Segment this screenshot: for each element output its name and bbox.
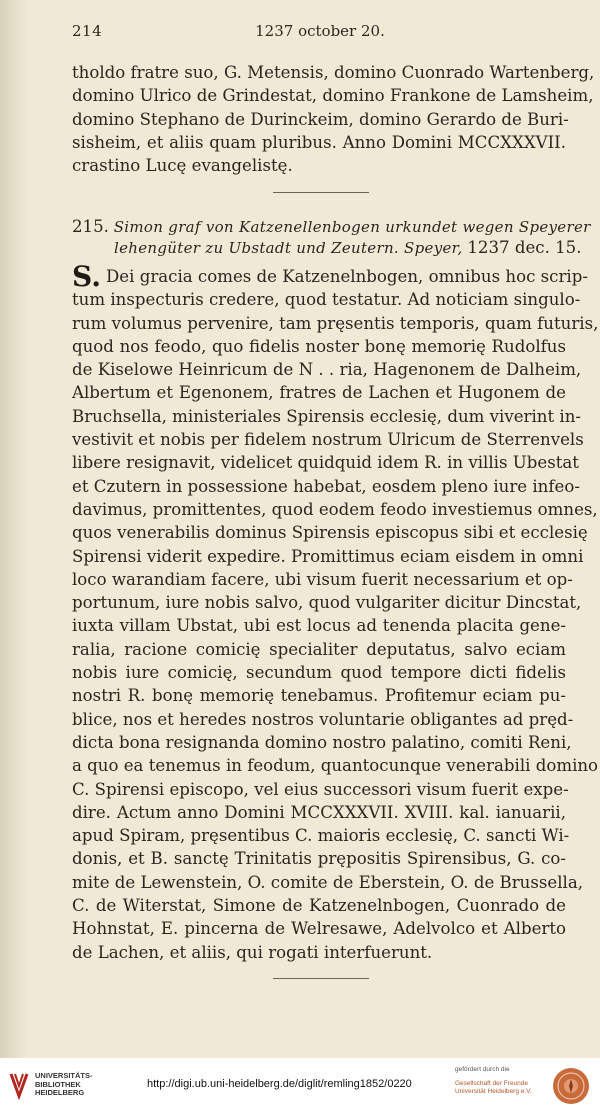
funder-line: Universität Heidelberg e.V.	[455, 1088, 532, 1095]
page-header	[72, 22, 568, 44]
previous-document-ending	[72, 61, 595, 177]
text-line: ralia, racione comicię specialiter deputatus, salvo eciam	[72, 639, 566, 659]
document-body	[72, 260, 599, 964]
text-line: Dei gracia comes de Katzenelnbogen, omnibus hoc scrip-	[106, 267, 588, 286]
heading-line-1: Simon graf von Katzenellenbogen urkundet wegen Speyerer	[113, 218, 591, 236]
text-line: Hohnstat, E. pincerna de Welresawe, Adelvolco et Alberto	[72, 919, 566, 939]
text-line: Bruchsella, ministeriales Spirensis ecclesię, dum viverint in-	[72, 406, 582, 426]
text-line: apud Spiram, pręsentibus C. maioris ecclesię, C. sancti Wi-	[72, 826, 570, 846]
logo-line: UNIVERSITÄTS-	[35, 1071, 93, 1080]
logo-line: HEIDELBERG	[35, 1088, 85, 1097]
text-line: portunum, iure nobis salvo, quod vulgariter dicitur Dincstat,	[72, 593, 582, 613]
text-line: et Czutern in possessione habebat, eosdem pleno iure infeo-	[72, 476, 580, 496]
text-line: tholdo fratre suo, G. Metensis, domino Cuonrado Wartenberg,	[72, 63, 595, 82]
document-date: 1237 dec. 15.	[467, 238, 582, 257]
text-line: quos venerabilis dominus Spirensis episcopus sibi et ecclesię	[72, 523, 588, 543]
text-line: C. Spirensi episcopo, vel eius successori visum fuerit expe-	[72, 779, 569, 799]
text-line: nostri R. bonę memorię tenebamus. Profitemur eciam pu-	[72, 686, 566, 706]
text-line: mite de Lewenstein, O. comite de Eberstein, O. de Brussella,	[72, 872, 583, 892]
text-line: C. de Witerstat, Simone de Katzenelnbogen, Cuonrado de	[72, 896, 566, 916]
text-line: Albertum et Egenonem, fratres de Lachen et Hugonem de	[72, 383, 566, 403]
text-line: a quo ea tenemus in feodum, quantocunque venerabili domino	[72, 756, 599, 776]
text-line: rum volumus pervenire, tam pręsentis temporis, quam futuris,	[72, 313, 599, 333]
document-heading	[72, 217, 591, 259]
library-logo-text	[35, 1072, 93, 1098]
text-line: de Kiselowe Heinricum de N . . ria, Hagenonem de Dalheim,	[72, 360, 582, 380]
text-line: blice, nos et heredes nostros voluntarie obligantes ad pręd-	[72, 709, 574, 729]
text-line: de Lachen, et aliis, qui rogati interfuerunt.	[72, 942, 433, 962]
footer-bar	[0, 1058, 600, 1111]
text-line: crastino Lucę evangelistę.	[72, 156, 293, 176]
permalink-url[interactable]: http://digi.ub.uni-heidelberg.de/diglit/remling1852/0220	[147, 1078, 412, 1090]
text-line: donis, et B. sanctę Trinitatis pręposi​tis Spirensibus, G. co-	[72, 849, 566, 869]
text-line: vestivit et nobis per fidelem nostrum Ulricum de Sterrenvels	[72, 430, 584, 450]
text-line: tum inspecturis credere, quod testatur. Ad noticiam singulo-	[72, 290, 581, 310]
running-title: 1237 october 20.	[255, 22, 385, 40]
text-line: dire. Actum anno Domini MCCXXXVII. XVIII. kal. ianuarii,	[72, 802, 566, 822]
heading-line-2: lehengüter zu Ubstadt und Zeutern. Speyer,	[114, 239, 463, 257]
text-line: libere resignavit, videlicet quidquid idem R. in villis Ubestat	[72, 453, 579, 473]
text-line: sisheim, et aliis quam pluribus. Anno Domini MCCXXXVII.	[72, 132, 566, 152]
funder-name	[455, 1080, 532, 1096]
text-line: domino Ulrico de Grindestat, domino Frankone de Lamsheim,	[72, 86, 594, 106]
text-line: davimus, promittentes, quod eodem feodo investiemus omnes,	[72, 499, 598, 519]
funder-line: Gesellschaft der Freunde	[455, 1080, 528, 1087]
university-seal-icon	[552, 1067, 590, 1105]
logo-line: BIBLIOTHEK	[35, 1079, 81, 1089]
university-library-logo-icon	[8, 1070, 30, 1100]
text-line: Spirensi viderit expedire. Promittimus eciam eisdem in omni	[72, 546, 584, 566]
text-line: dicta bona resignanda domino nostro palatino, comiti Reni,	[72, 732, 572, 752]
text-line: loco warandiam facere, ubi visum fuerit necessarium et op-	[72, 569, 573, 589]
initial-letter: S.	[72, 260, 101, 293]
end-divider	[273, 978, 369, 979]
document-number: 215.	[72, 217, 109, 236]
text-line: nobis iure comicię, secundum quod tempore dicti fidelis	[72, 663, 566, 683]
text-line: domino Stephano de Durinckeim, domino Gerardo de Buri-	[72, 109, 569, 129]
funded-by-label: gefördert durch die	[455, 1066, 510, 1073]
section-divider	[273, 192, 369, 193]
text-line: quod nos feodo, quo fidelis noster bonę memorię Rudolfus	[72, 336, 566, 356]
page-number: 214	[72, 22, 103, 40]
text-line: iuxta villam Ubstat, ubi est locus ad tenenda placita gene-	[72, 616, 566, 636]
